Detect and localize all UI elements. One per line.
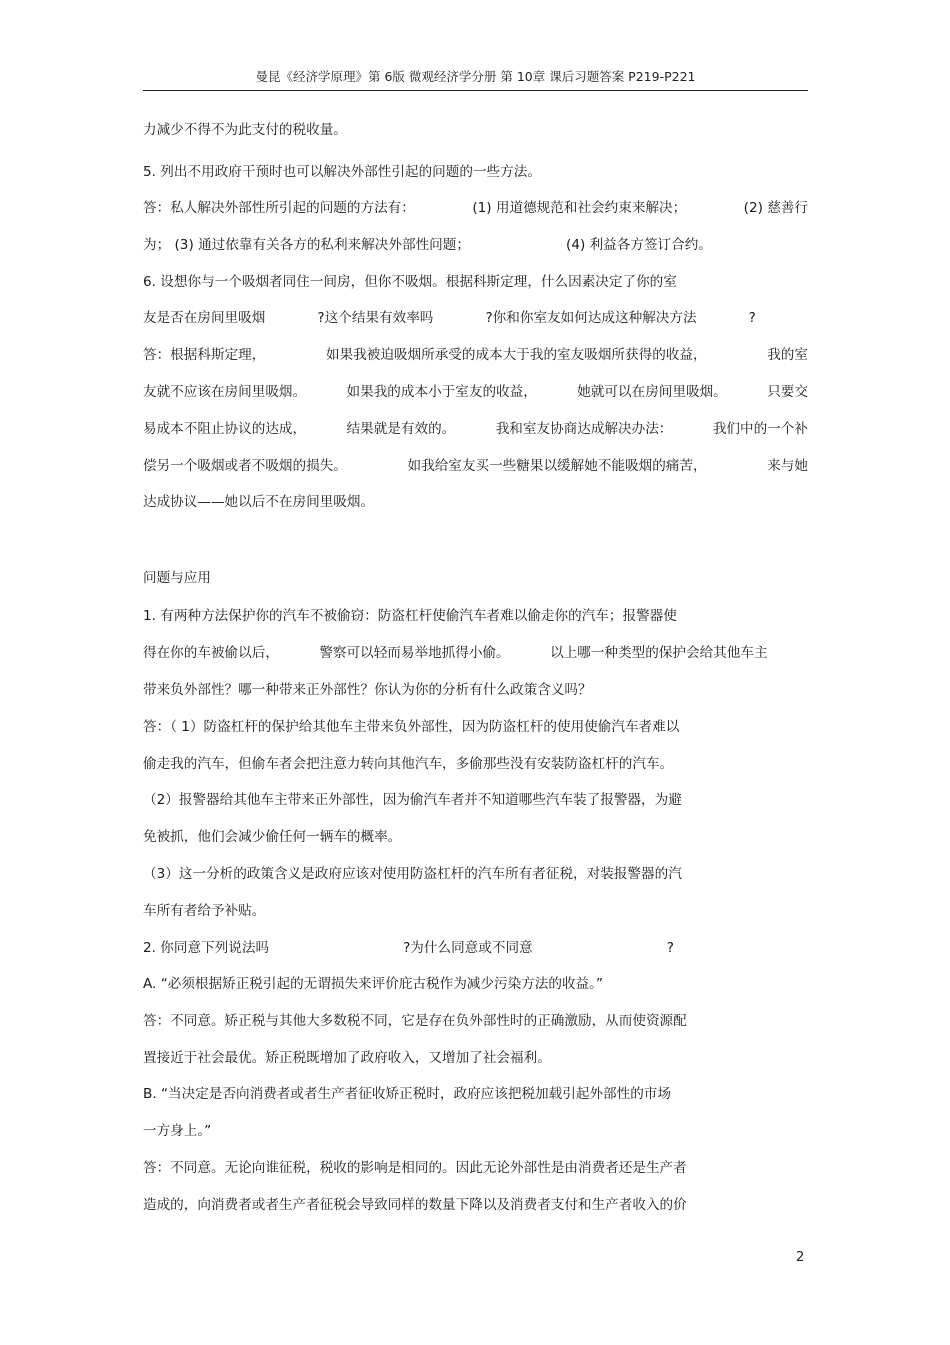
text-line	[143, 1082, 808, 1106]
text-segment: 易成本不阻止协议的达成，	[143, 421, 307, 437]
text-segment: 问题与应用	[143, 570, 211, 586]
text-line	[143, 936, 808, 960]
text-segment: 我们中的一个补	[712, 421, 808, 437]
text-line	[143, 233, 808, 257]
text-line	[143, 490, 808, 514]
text-line	[143, 380, 808, 404]
text-segment: 带来负外部性？哪一种带来正外部性？你认为你的分析有什么政策含义吗？	[143, 682, 592, 698]
text-segment: 免被抓，他们会减少偷任何一辆车的概率。	[143, 829, 402, 845]
text-segment: 友就不应该在房间里吸烟。	[143, 384, 307, 400]
text-segment: 达成协议——她以后不在房间里吸烟。	[143, 494, 375, 510]
text-segment: 2. 你同意下列说法吗	[143, 940, 270, 956]
text-segment: 答：不同意。矫正税与其他大多数税不同，它是存在负外部性时的正确激励，从而使资源配	[143, 1013, 687, 1029]
text-segment: （3）这一分析的政策含义是政府应该对使用防盗杠杆的汽车所有者征税，对装报警器的汽	[143, 866, 682, 882]
text-line	[143, 715, 808, 739]
text-segment: ?你和你室友如何达成这种解决方法	[485, 310, 697, 326]
text-segment: (4) 利益各方签订合约。	[566, 237, 712, 253]
text-line	[143, 196, 808, 220]
text-line	[143, 788, 808, 812]
text-segment: 为； (3) 通过依靠有关各方的私利来解决外部性问题；	[143, 237, 470, 253]
text-segment: B. “当决定是否向消费者或者生产者征收矫正税时，政府应该把税加载引起外部性的市场	[143, 1086, 671, 1102]
text-line	[143, 1156, 808, 1180]
text-segment: ?这个结果有效率吗	[317, 310, 434, 326]
text-segment: 得在你的车被偷以后，	[143, 645, 279, 661]
text-segment: 如果我的成本小于室友的收益，	[346, 384, 537, 400]
text-segment: 一方身上。”	[143, 1123, 212, 1139]
text-segment: 我和室友协商达成解决办法：	[495, 421, 673, 437]
text-segment: 车所有者给予补贴。	[143, 903, 266, 919]
text-segment: 只要交	[767, 384, 808, 400]
text-segment: ?	[748, 310, 756, 326]
text-segment: 友是否在房间里吸烟	[143, 310, 266, 326]
text-segment: 置接近于社会最优。矫正税既增加了政府收入，又增加了社会福利。	[143, 1050, 551, 1066]
text-line	[143, 454, 808, 478]
text-segment: 警察可以轻而易举地抓得小偷。	[319, 645, 510, 661]
text-line	[143, 604, 808, 628]
text-segment: 造成的，向消费者或者生产者征税会导致同样的数量下降以及消费者支付和生产者收入的价	[143, 1197, 687, 1213]
text-line	[143, 306, 808, 330]
text-line	[143, 118, 808, 142]
text-segment: 以上哪一种类型的保护会给其他车主	[550, 645, 768, 661]
text-segment: ?	[666, 940, 674, 956]
text-line	[143, 1009, 808, 1033]
text-line	[143, 270, 808, 294]
text-line	[143, 899, 808, 923]
text-segment: 6. 设想你与一个吸烟者同住一间房，但你不吸烟。根据科斯定理，什么因素决定了你的室	[143, 274, 677, 290]
page-number: 2	[796, 1250, 805, 1265]
text-segment: 力减少不得不为此支付的税收量。	[143, 122, 347, 138]
text-line	[143, 417, 808, 441]
text-segment: 我的室	[767, 347, 808, 363]
text-segment: （2）报警器给其他车主带来正外部性，因为偷汽车者并不知道哪些汽车装了报警器，为避	[143, 792, 682, 808]
text-line	[143, 972, 808, 996]
text-segment: 偷走我的汽车，但偷车者会把注意力转向其他汽车，多偷那些没有安装防盗杠杆的汽车。	[143, 756, 674, 772]
text-segment: 答：根据科斯定理，	[143, 347, 266, 363]
text-segment: 来与她	[767, 458, 808, 474]
text-segment: 她就可以在房间里吸烟。	[577, 384, 727, 400]
text-segment: A. “必须根据矫正税引起的无谓损失来评价庇古税作为减少污染方法的收益。”	[143, 976, 603, 992]
text-segment: 5. 列出不用政府干预时也可以解决外部性引起的问题的一些方法。	[143, 164, 541, 180]
text-segment: 答：私人解决外部性所引起的问题的方法有：	[143, 200, 415, 216]
text-segment: 结果就是有效的。	[346, 421, 456, 437]
text-segment: 偿另一个吸烟或者不吸烟的损失。	[143, 458, 347, 474]
page-header	[143, 68, 808, 91]
text-segment: ?为什么同意或不同意	[403, 940, 533, 956]
text-line	[143, 1119, 808, 1143]
text-line	[143, 566, 808, 590]
text-line	[143, 1046, 808, 1070]
text-line	[143, 343, 808, 367]
text-line	[143, 862, 808, 886]
text-line	[143, 825, 808, 849]
text-segment: (2) 慈善行	[743, 200, 808, 216]
text-line	[143, 160, 808, 184]
text-line	[143, 1193, 808, 1217]
text-segment: 1. 有两种方法保护你的汽车不被偷窃：防盗杠杆使偷汽车者难以偷走你的汽车；报警器使	[143, 608, 677, 624]
text-line	[143, 752, 808, 776]
text-segment: 如我给室友买一些糖果以缓解她不能吸烟的痛苦，	[407, 458, 707, 474]
text-line	[143, 641, 808, 665]
text-line	[143, 678, 808, 702]
text-segment: 答：（ 1）防盗杠杆的保护给其他车主带来负外部性，因为防盗杠杆的使用使偷汽车者难以	[143, 719, 680, 735]
text-segment: (1) 用道德规范和社会约束来解决；	[472, 200, 687, 216]
header-title: 曼昆《经济学原理》第 6版 微观经济学分册 第 10章 课后习题答案 P219-P221	[255, 69, 696, 84]
text-segment: 如果我被迫吸烟所承受的成本大于我的室友吸烟所获得的收益，	[325, 347, 707, 363]
text-segment: 答：不同意。无论向谁征税，税收的影响是相同的。因此无论外部性是由消费者还是生产者	[143, 1160, 687, 1176]
